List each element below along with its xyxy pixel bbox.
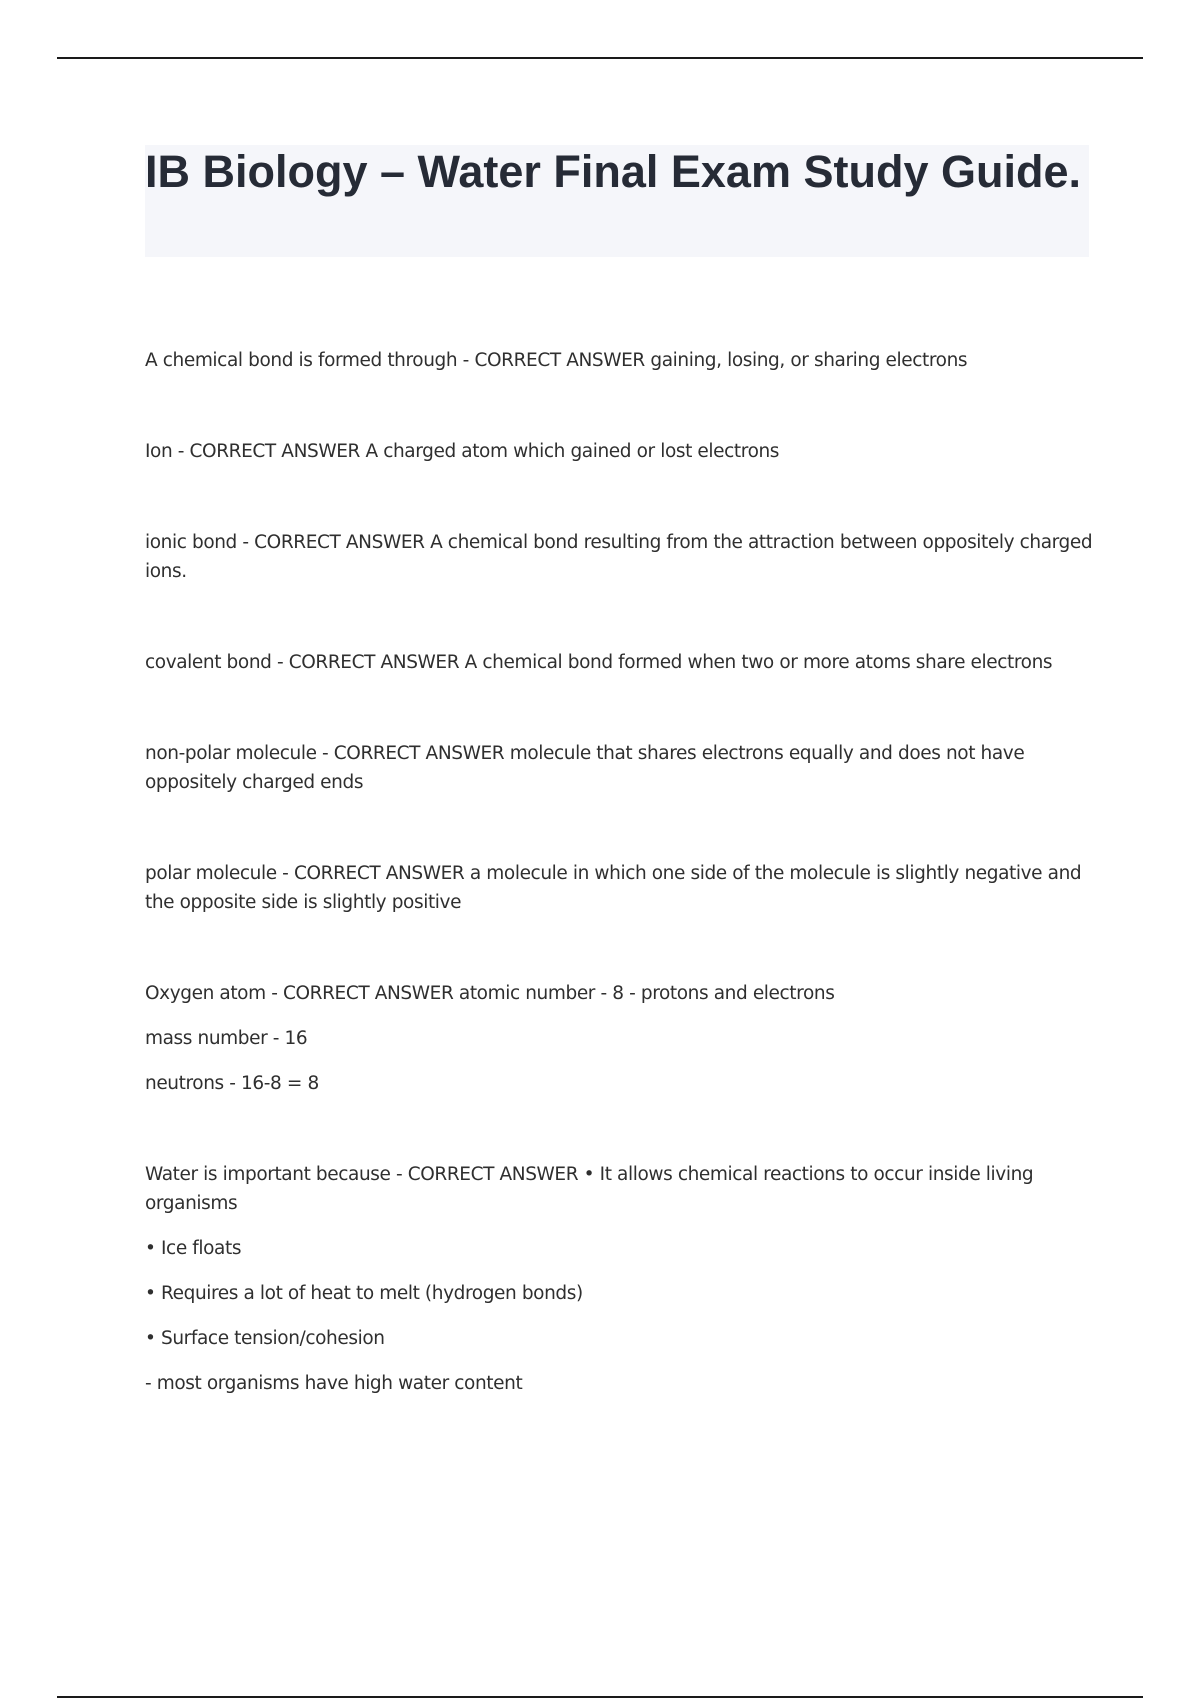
study-guide-content <box>145 346 1095 1398</box>
qa-entry-water-importance <box>145 1160 1095 1398</box>
footer-rule <box>57 1696 1143 1698</box>
qa-entry-chemical-bond <box>145 346 1095 375</box>
entry-line: • Requires a lot of heat to melt (hydrogen bonds) <box>145 1283 583 1304</box>
qa-entry-oxygen-atom <box>145 979 1095 1098</box>
qa-entry-non-polar-molecule <box>145 739 1095 797</box>
entry-line: - most organisms have high water content <box>145 1373 523 1394</box>
entry-line: A chemical bond is formed through - CORRECT ANSWER gaining, losing, or sharing electrons <box>145 350 968 371</box>
entry-line: • Surface tension/cohesion <box>145 1328 385 1349</box>
entry-line: mass number - 16 <box>145 1028 308 1049</box>
qa-entry-polar-molecule <box>145 859 1095 917</box>
entry-line: polar molecule - CORRECT ANSWER a molecule in which one side of the molecule is slightly negative and the opposite side is slightly positive <box>145 863 1082 913</box>
qa-entry-ion <box>145 437 1095 466</box>
title-block <box>145 145 1089 257</box>
entry-line: Oxygen atom - CORRECT ANSWER atomic number - 8 - protons and electrons <box>145 983 835 1004</box>
qa-entry-covalent-bond <box>145 648 1095 677</box>
page-title: IB Biology – Water Final Exam Study Guide. <box>145 146 1081 197</box>
entry-line: Ion - CORRECT ANSWER A charged atom which gained or lost electrons <box>145 441 780 462</box>
qa-entry-ionic-bond <box>145 528 1095 586</box>
entry-line: neutrons - 16-8 = 8 <box>145 1073 319 1094</box>
entry-line: Water is important because - CORRECT ANSWER • It allows chemical reactions to occur inside living organisms <box>145 1164 1034 1214</box>
header-rule <box>57 57 1143 59</box>
entry-line: covalent bond - CORRECT ANSWER A chemical bond formed when two or more atoms share electrons <box>145 652 1053 673</box>
entry-line: • Ice floats <box>145 1238 242 1259</box>
entry-line: non-polar molecule - CORRECT ANSWER molecule that shares electrons equally and does not have oppositely charged ends <box>145 743 1025 793</box>
entry-line: ionic bond - CORRECT ANSWER A chemical bond resulting from the attraction between oppositely charged ions. <box>145 532 1093 582</box>
